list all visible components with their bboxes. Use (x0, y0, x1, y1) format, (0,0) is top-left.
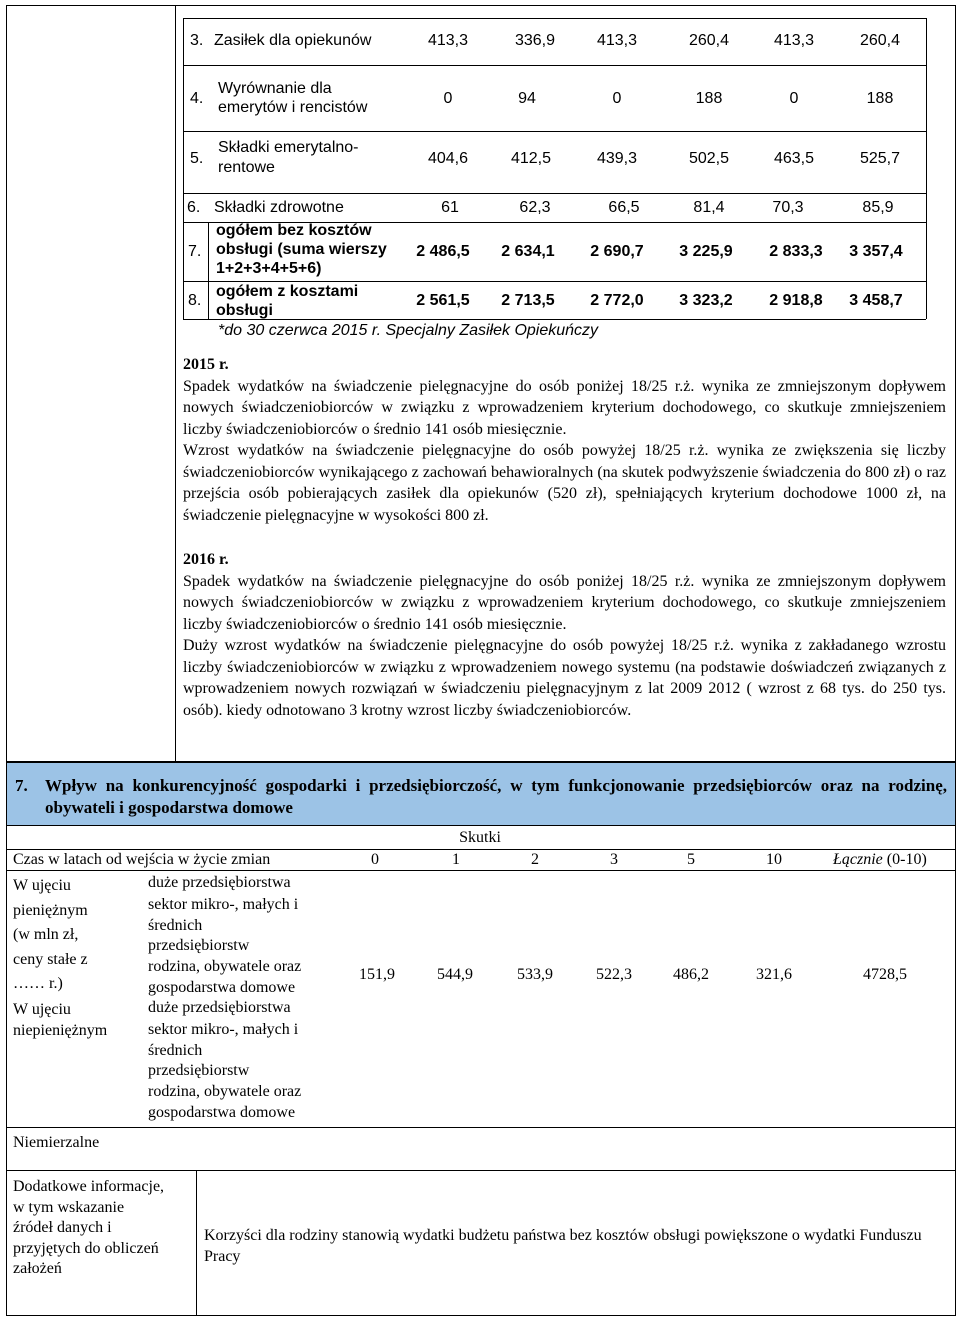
family-value: 151,9 (359, 966, 395, 983)
year-2015-heading: 2015 r. (183, 356, 229, 373)
category-line: przedsiębiorstw (148, 937, 250, 954)
nonmonetary-label-line: niepieniężnym (13, 1022, 108, 1039)
additional-label-line: założeń (13, 1260, 62, 1277)
category-sme (148, 1020, 298, 1082)
table-row-divider (183, 65, 926, 66)
category-family (148, 1082, 301, 1123)
family-value: 544,9 (437, 966, 473, 983)
row-number: 3. (190, 32, 204, 49)
additional-info-text: Korzyści dla rodziny stanowią wydatki budżetu państwa bez kosztów obsługi powiększone o wydatki Funduszu Pracy (204, 1227, 922, 1265)
family-value: 522,3 (596, 966, 632, 983)
impact-left-border (6, 826, 7, 1316)
row-value: 2 690,7 (590, 243, 644, 260)
year-2016-heading: 2016 r. (183, 551, 229, 568)
row-label: Składki zdrowotne (214, 199, 344, 216)
row-value: 3 225,9 (679, 243, 733, 260)
table-row-divider (183, 193, 926, 194)
category-family (148, 957, 301, 998)
time-label: Czas w latach od wejścia w życie zmian (13, 851, 271, 868)
year-2016-paragraph: Duży wzrost wydatków na świadczenie pielęgnacyjne do osób powyżej 18/25 r.ż. wynika z zakładanego wzrostu liczby świadczeniobiorców w związku z wprowadzeniem nowego systemu (na podstawie doświadczeń związanych z wprowadzeniem nowych rozwiązań w świadczeniu pielęgnacyjnym z lat 2009 2012 ( wzrost z 68 tys. do 250 tys. osób). kiedy odnotowano 3 krotny wzrost liczby świadczeniobiorców. (183, 637, 946, 719)
monetary-label (13, 874, 88, 997)
additional-label-line: Dodatkowe informacje, (13, 1178, 165, 1195)
row-value: 260,4 (859, 32, 901, 49)
row-label: 1+2+3+4+5+6) (216, 260, 322, 277)
monetary-label-line: …… r.) (13, 975, 63, 992)
row-number: 4. (190, 90, 204, 107)
impact-row-divider (6, 849, 956, 850)
year-header: 5 (687, 851, 695, 868)
nonmonetary-label-line: W ujęciu (13, 1001, 71, 1018)
row-value: 412,5 (510, 150, 552, 167)
category-large-enterprises: duże przedsiębiorstwa (148, 874, 291, 891)
category-line: przedsiębiorstw (148, 1062, 250, 1079)
category-line: sektor mikro-, małych i (148, 896, 299, 913)
row-value: 3 357,4 (849, 243, 903, 260)
total-header (833, 851, 927, 869)
row-number: 7. (188, 243, 202, 260)
section-title: Wpływ na konkurencyjność gospodarki i przedsiębiorczość, w tym funkcjonowanie przedsiębiorców oraz na rodzinę, obywateli i gospodarstwa domowe (45, 776, 947, 817)
additional-info-label (13, 1177, 164, 1280)
year-header: 1 (452, 851, 460, 868)
table-top-border (183, 18, 926, 19)
row-number: 6. (187, 199, 201, 216)
year-2016-block (183, 549, 946, 721)
category-line: średnich (148, 916, 203, 934)
impact-bottom-border (6, 1315, 956, 1316)
category-line: gospodarstwa domowe (148, 1103, 296, 1121)
skutki-header: Skutki (459, 829, 501, 846)
row-value: 61 (441, 199, 459, 216)
year-header: 2 (531, 851, 539, 868)
family-value: 4728,5 (863, 966, 907, 983)
table-row-divider (183, 131, 926, 132)
row-value: 336,9 (514, 32, 556, 49)
row-value: 502,5 (688, 150, 730, 167)
table-num-col-divider (208, 222, 209, 319)
row-value: 0 (612, 90, 622, 107)
row-value: 62,3 (519, 199, 551, 216)
year-header: 10 (766, 851, 782, 868)
year-header: 0 (371, 851, 379, 868)
year-2016-paragraph: Spadek wydatków na świadczenie pielęgnacyjne do osób poniżej 18/25 r.ż. wynika ze zmniejszonym dopływem nowych świadczeniobiorców w związku z wprowadzeniem kryterium dochodowego, co skutkuje zmniejszeniem liczby świadczeniobiorców o średnio 141 osób miesięcznie. (183, 572, 946, 633)
row-value: 404,6 (427, 150, 469, 167)
year-2015-paragraph: Wzrost wydatków na świadczenie pielęgnacyjne do osób powyżej 18/25 r.ż. wynika ze zwiększenia się liczby świadczeniobiorców wynikającego z zachowań behawioralnych (na skutek podwyższenie świadczenia do 800 zł) o raz przejścia osób pobierających zasiłek dla opiekunów (520 zł), spełniających kryterium dochodowe 1000 zł, na świadczenie pielęgnacyjne w wysokości 800 zł. (183, 442, 946, 524)
total-label: Łącznie (833, 851, 883, 868)
row-number: 5. (190, 150, 204, 167)
row-value: 3 323,2 (679, 292, 733, 309)
monetary-label-line: ceny stałe z (13, 950, 88, 968)
family-value: 486,2 (673, 966, 709, 983)
row-value: 66,5 (608, 199, 640, 216)
section-7-header (6, 762, 956, 826)
row-label: ogółem bez kosztów (216, 222, 372, 239)
row-label: obsługi (216, 302, 273, 319)
category-sme (148, 895, 298, 957)
row-value: 188 (695, 90, 723, 107)
monetary-label-line: pieniężnym (13, 901, 88, 919)
category-line: gospodarstwa domowe (148, 978, 296, 996)
row-value: 85,9 (862, 199, 894, 216)
row-label: Składki emerytalno- (218, 139, 359, 156)
row-value: 413,3 (596, 32, 638, 49)
year-header: 3 (610, 851, 618, 868)
monetary-label-line: (w mln zł, (13, 926, 79, 943)
nonmonetary-label (13, 999, 107, 1041)
category-line: średnich (148, 1041, 203, 1059)
row-label: Zasiłek dla opiekunów (214, 32, 372, 49)
category-line: rodzina, obywatele oraz (148, 1083, 302, 1100)
category-large-enterprises: duże przedsiębiorstwa (148, 999, 291, 1016)
row-value: 70,3 (772, 199, 804, 216)
row-number: 8. (188, 292, 202, 309)
impact-col-divider (196, 1170, 197, 1315)
impact-row-divider (6, 1170, 956, 1171)
row-label: obsługi (suma wierszy (216, 241, 387, 258)
row-value: 260,4 (688, 32, 730, 49)
table-right-border (926, 18, 927, 319)
row-label: Wyrównanie dla (218, 80, 332, 97)
additional-label-line: źródeł danych i (13, 1219, 112, 1236)
table-row-divider (183, 281, 926, 282)
family-value: 321,6 (756, 966, 792, 983)
row-value: 2 918,8 (769, 292, 823, 309)
total-range: (0-10) (882, 851, 927, 868)
row-value: 94 (518, 90, 536, 107)
unmeasurable-label: Niemierzalne (13, 1134, 100, 1151)
footnote: *do 30 czerwca 2015 r. Specjalny Zasiłek Opiekuńczy (218, 322, 599, 339)
row-value: 2 634,1 (501, 243, 555, 260)
row-value: 2 713,5 (501, 292, 555, 309)
row-value: 413,3 (427, 32, 469, 49)
family-value: 533,9 (517, 966, 553, 983)
impact-row-divider (6, 870, 956, 871)
row-label: rentowe (218, 159, 275, 176)
impact-row-divider (6, 1127, 956, 1128)
row-value: 188 (866, 90, 894, 107)
table-left-border (183, 18, 184, 319)
impact-right-border (955, 826, 956, 1316)
category-line: sektor mikro-, małych i (148, 1021, 299, 1038)
row-label: ogółem z kosztami (216, 283, 359, 300)
row-value: 2 833,3 (769, 243, 823, 260)
row-value: 81,4 (693, 199, 725, 216)
row-value: 2 772,0 (590, 292, 644, 309)
monetary-label-line: W ujęciu (13, 877, 71, 894)
year-2015-block (183, 354, 946, 526)
row-value: 0 (789, 90, 799, 107)
table-bottom-border (183, 319, 926, 320)
row-value: 463,5 (773, 150, 815, 167)
row-value: 2 486,5 (416, 243, 470, 260)
row-value: 3 458,7 (849, 292, 903, 309)
additional-label-line: przyjętych do obliczeń (13, 1239, 159, 1257)
row-value: 413,3 (773, 32, 815, 49)
additional-label-line: w tym wskazanie (13, 1198, 125, 1216)
category-line: rodzina, obywatele oraz (148, 958, 302, 975)
row-value: 439,3 (596, 150, 638, 167)
row-value: 2 561,5 (416, 292, 470, 309)
row-value: 0 (443, 90, 453, 107)
row-label: emerytów i rencistów (218, 99, 368, 116)
year-2015-paragraph: Spadek wydatków na świadczenie pielęgnacyjne do osób poniżej 18/25 r.ż. wynika ze zmniejszonym dopływem nowych świadczeniobiorców w związku z wprowadzeniem kryterium dochodowego, co skutkuje zmniejszeniem liczby świadczeniobiorców o średnio 141 osób miesięcznie. (183, 377, 946, 438)
section-number: 7. (15, 776, 28, 795)
row-value: 525,7 (859, 150, 901, 167)
